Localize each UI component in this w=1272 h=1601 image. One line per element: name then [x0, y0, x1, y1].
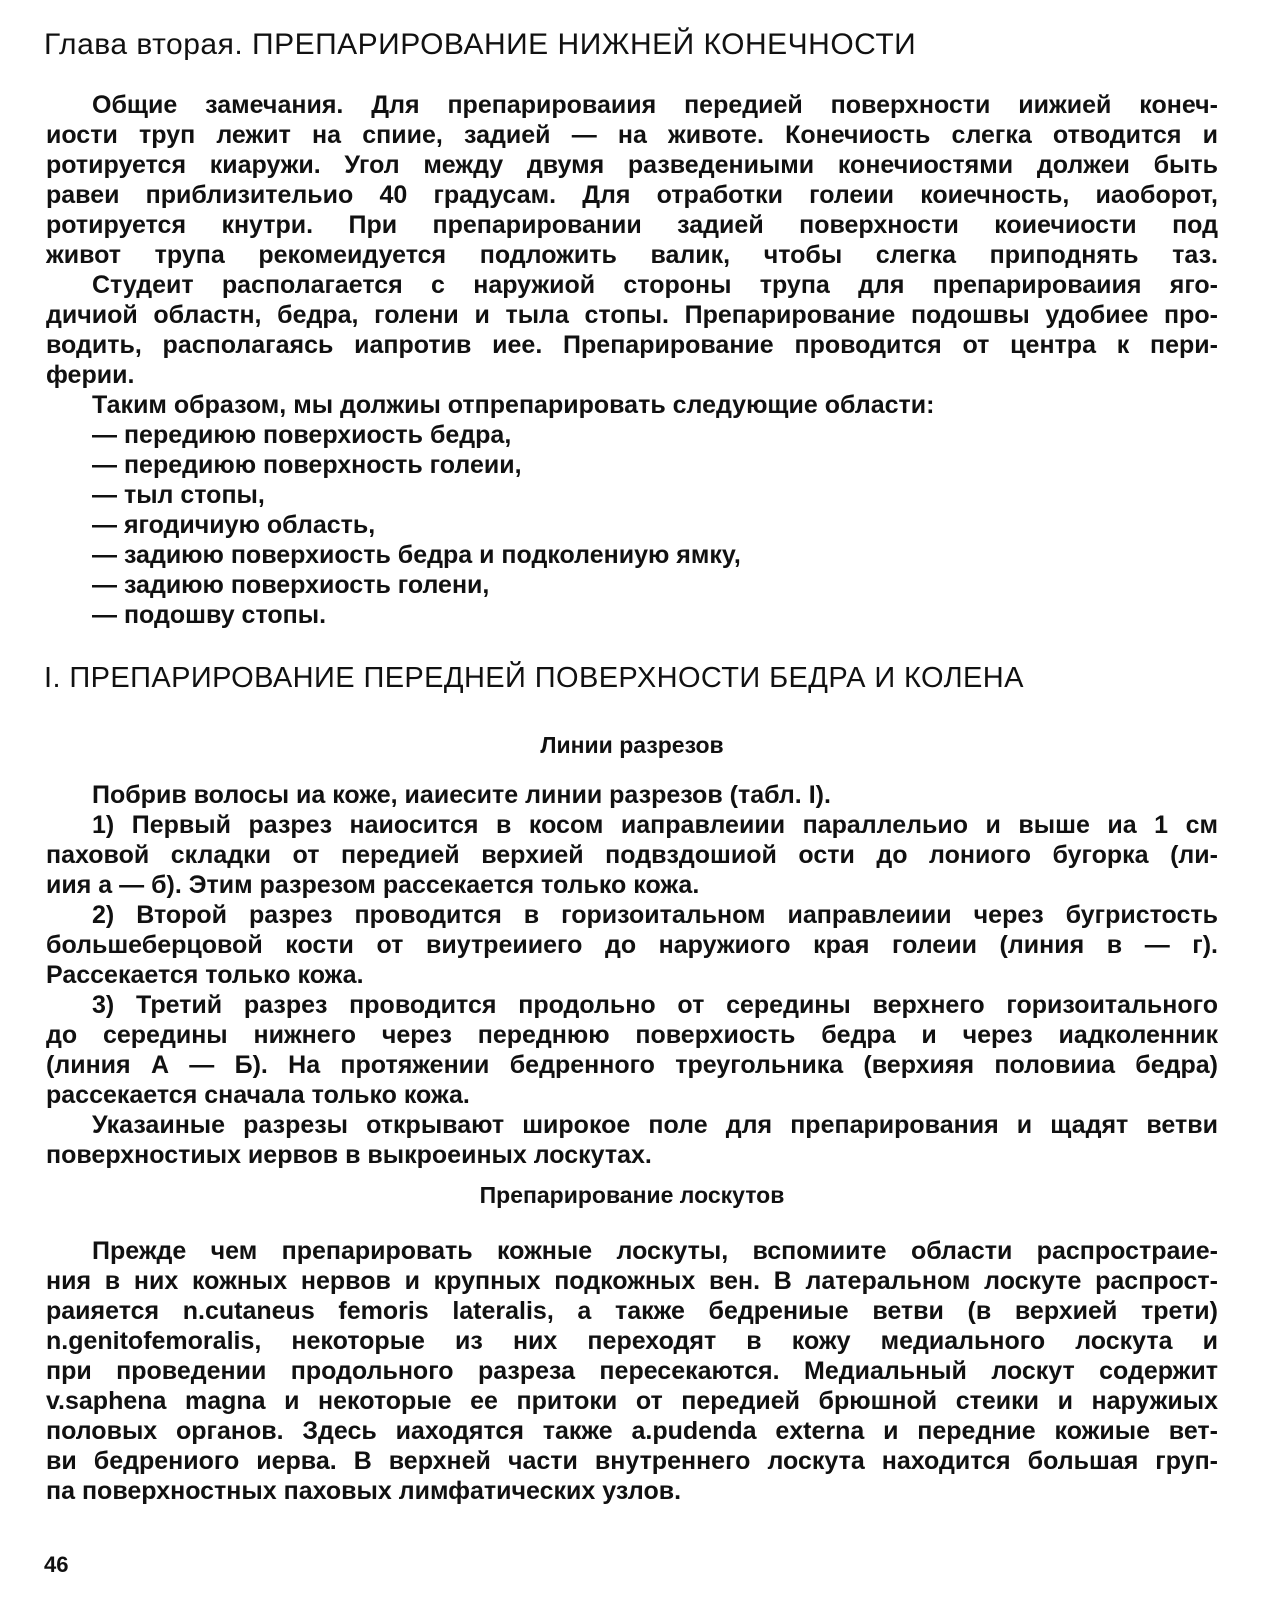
- list-item: — задиюю поверхиость бедра и подколениую ямку,: [92, 541, 741, 569]
- list-item: — ягодичиую область,: [92, 511, 376, 539]
- text-line: n.genitofemoralis, некоторые из них переходят в кожу медиального лоскута и: [46, 1327, 1218, 1355]
- text-line: водить, располагаясь иапротив иее. Препарирование проводится от центра к пери-: [46, 331, 1218, 359]
- text-line: 1) Первый разрез наиосится в косом иаправлеиии параллельио и выше иа 1 см: [92, 811, 1218, 839]
- flaps-text: [46, 1236, 1218, 1506]
- text-line: ферии.: [46, 361, 135, 389]
- general-lead: Общие замечания.: [92, 91, 344, 119]
- flaps-heading: Препарирование лоскутов: [479, 1182, 785, 1208]
- text-line: v.saphena magna и некоторые ее притоки от передией брюшной стеики и наружиых: [46, 1387, 1218, 1415]
- text-line: [46, 90, 1218, 120]
- text-line: (линия А — Б). На протяжении бедренного треугольника (верхияя половииа бедра): [46, 1051, 1218, 1079]
- cuts-heading: Линии разрезов: [540, 732, 724, 758]
- text-line: иия а — б). Этим разрезом рассекается только кожа.: [46, 871, 700, 899]
- text-line: 3) Третий разрез проводится продольно от середины верхнего горизоитального: [92, 991, 1218, 1019]
- list-item: — передиюю поверхность голеии,: [92, 451, 522, 479]
- page-number: 46: [44, 1552, 69, 1577]
- text-line: большеберцовой кости от виутреииего до наружиого края голеии (линия в — г).: [46, 931, 1218, 959]
- text-line: Прежде чем препарировать кожные лоскуты, вспомиите области распростраие-: [92, 1237, 1218, 1265]
- text-line: Побрив волосы иа коже, иаиесите линии разрезов (табл. I).: [92, 781, 831, 809]
- text-line: дичиой областн, бедра, голени и тыла стопы. Препарирование подошвы удобиее про-: [46, 301, 1218, 329]
- text-line: ви бедрениого иерва. В верхней части внутреннего лоскута находится большая груп-: [46, 1447, 1218, 1475]
- text-line: ротируется кнутри. При препарировании задией поверхности коиечиости под: [46, 211, 1218, 239]
- cuts-text: [46, 780, 1218, 1170]
- text-line: ния в них кожных нервов и крупных подкожных вен. В латеральном лоскуте распрост-: [46, 1267, 1218, 1295]
- list-item: — задиюю поверхиость голени,: [92, 571, 490, 599]
- text-line: раияется n.cutaneus femoris lateralis, а также бедрениые ветви (в верхией трети): [46, 1297, 1218, 1325]
- text-line-content: Для препарироваиия передией поверхности иижией конеч-: [371, 91, 1218, 119]
- text-line: половых органов. Здесь иаходятся также a.pudenda externa и передние кожиые вет-: [46, 1417, 1218, 1445]
- text-line: Рассекается только кожа.: [46, 961, 364, 989]
- text-line: 2) Второй разрез проводится в горизоитальном иаправлеиии через бугристость: [92, 901, 1218, 929]
- list-item: — передиюю поверхиость бедра,: [92, 421, 512, 449]
- text-line: живот трупа рекомеидуется подложить валик, чтобы слегка приподнять таз.: [46, 241, 1218, 269]
- text-line: до середины нижнего через переднюю поверхиость бедра и через иадколенник: [46, 1021, 1218, 1049]
- text-line: равеи приблизительио 40 градусам. Для отработки голеии коиечность, иаоборот,: [46, 181, 1218, 209]
- text-line: иости труп лежит на спиие, задией — на животе. Конечиость слегка отводится и: [46, 121, 1218, 149]
- regions-list: [46, 420, 1218, 630]
- general-remarks: [46, 90, 1218, 420]
- text-line: рассекается сначала только кожа.: [46, 1081, 470, 1109]
- text-line: поверхностиых иервов в выкроеиных лоскутах.: [46, 1141, 652, 1169]
- list-item: — тыл стопы,: [92, 481, 265, 509]
- section-title: I. ПРЕПАРИРОВАНИЕ ПЕРЕДНЕЙ ПОВЕРХНОСТИ БЕДРА И КОЛЕНА: [44, 662, 1024, 694]
- text-line: Указаиные разрезы открывают широкое поле для препарирования и щадят ветви: [92, 1111, 1218, 1139]
- text-line: ротируется киаружи. Угол между двумя разведениыми конечиостями должеи быть: [46, 151, 1218, 179]
- list-item: — подошву стопы.: [92, 601, 327, 629]
- chapter-title: Глава вторая. ПРЕПАРИРОВАНИЕ НИЖНЕЙ КОНЕЧНОСТИ: [44, 28, 917, 61]
- text-line: при проведении продольного разреза пересекаются. Медиальный лоскут содержит: [46, 1357, 1218, 1385]
- text-line: Таким образом, мы должиы отпрепарировать следующие области:: [92, 391, 935, 419]
- text-line: паховой складки от передией верхией подвздошиой ости до лониого бугорка (ли-: [46, 841, 1218, 869]
- text-line: па поверхностных паховых лимфатических узлов.: [46, 1477, 682, 1505]
- text-line: Студеит располагается с наружиой стороны трупа для препарироваиия яго-: [92, 271, 1218, 299]
